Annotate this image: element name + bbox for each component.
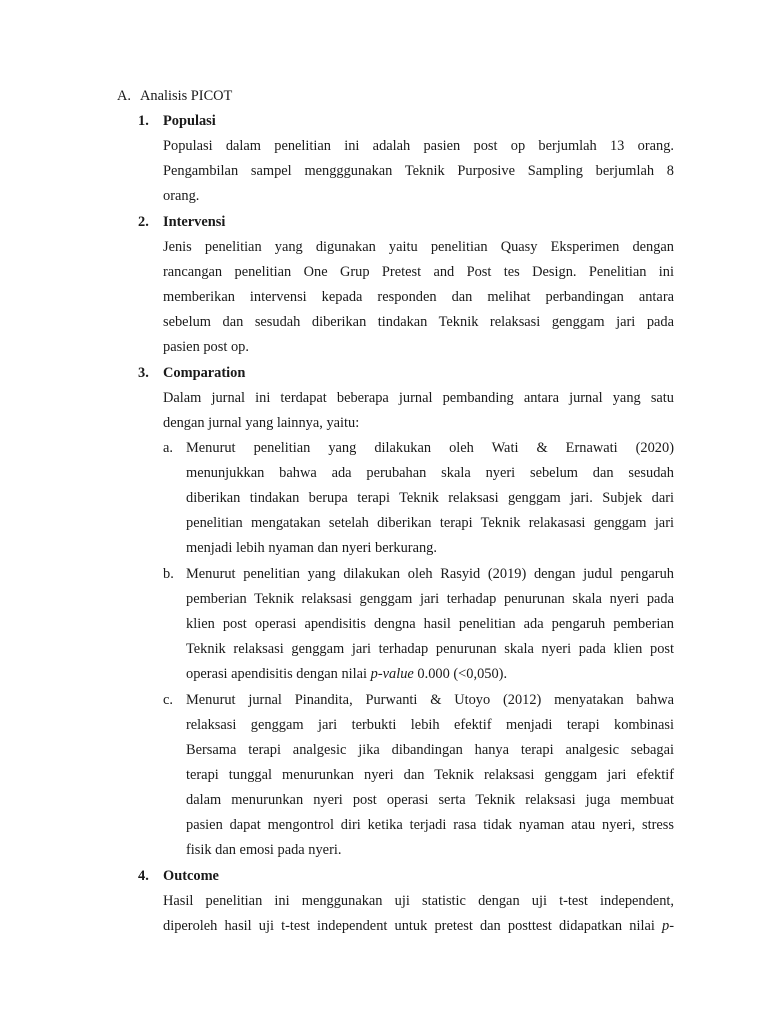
paragraph-line: Jenis penelitian yang digunakan yaitu penelitian Quasy Eksperimen dengan [163, 239, 674, 255]
subitem-line: menunjukkan bahwa ada perubahan skala nyeri sebelum dan sesudah [186, 465, 674, 481]
subitem-line: dalam menurunkan nyeri post operasi serta Teknik relaksasi juga membuat [186, 792, 674, 808]
paragraph-line: Populasi dalam penelitian ini adalah pasien post op berjumlah 13 orang. [163, 138, 674, 154]
subitem-line: Menurut penelitian yang dilakukan oleh Rasyid (2019) dengan judul pengaruh [186, 566, 674, 582]
italic-term: p- [662, 918, 674, 934]
paragraph-line: dengan jurnal yang lainnya, yaitu: [163, 415, 360, 431]
subitem-line: Bersama terapi analgesic jika dibandingan hanya terapi analgesic sebagai [186, 742, 674, 758]
subitem-line: terapi tunggal menurunkan nyeri dan Teknik relaksasi genggam jari efektif [186, 767, 674, 783]
paragraph-line: Dalam jurnal ini terdapat beberapa jurnal pembanding antara jurnal yang satu [163, 390, 674, 406]
text-run: diperoleh hasil uji t-test independent untuk pretest dan posttest didapatkan nilai [163, 918, 662, 934]
text-run: 0.000 (<0,050). [413, 666, 508, 682]
item-number: 2. [138, 214, 149, 230]
paragraph-line: Hasil penelitian ini menggunakan uji statistic dengan uji t-test independent, [163, 893, 674, 909]
subitem-line: penelitian mengatakan setelah diberikan terapi Teknik relakasasi genggam jari [186, 515, 674, 531]
subitem-line: pasien dapat mengontrol diri ketika terjadi rasa tidak nyaman atau nyeri, stress [186, 817, 674, 833]
item-number: 1. [138, 113, 149, 129]
paragraph-line: Pengambilan sampel mengggunakan Teknik Purposive Sampling berjumlah 8 [163, 163, 674, 179]
item-heading-intervensi: Intervensi [163, 214, 226, 230]
item-heading-outcome: Outcome [163, 868, 219, 884]
subitem-line: Menurut penelitian yang dilakukan oleh Wati & Ernawati (2020) [186, 440, 674, 456]
paragraph-line: rancangan penelitian One Grup Pretest and Post tes Design. Penelitian ini [163, 264, 674, 280]
paragraph-line: orang. [163, 188, 200, 204]
item-heading-comparation: Comparation [163, 365, 246, 381]
item-heading-populasi: Populasi [163, 113, 216, 129]
section-marker: A. [117, 88, 131, 104]
subitem-line: pemberian Teknik relaksasi genggam jari terhadap penurunan skala nyeri pada [186, 591, 674, 607]
subitem-line: Teknik relaksasi genggam jari terhadap penurunan skala nyeri pada klien post [186, 641, 674, 657]
item-number: 3. [138, 365, 149, 381]
item-number: 4. [138, 868, 149, 884]
subitem-line: diberikan tindakan berupa terapi Teknik relaksasi genggam jari. Subjek dari [186, 490, 674, 506]
paragraph-line: pasien post op. [163, 339, 249, 355]
italic-term: p-value [370, 666, 414, 682]
paragraph-line [163, 916, 674, 936]
subitem-line: Menurut jurnal Pinandita, Purwanti & Utoyo (2012) menyatakan bahwa [186, 692, 674, 708]
subitem-line [186, 664, 507, 684]
text-run: operasi apendisitis dengan nilai [186, 666, 371, 682]
subitem-marker: a. [163, 440, 173, 456]
paragraph-line: memberikan intervensi kepada responden dan melihat perbandingan antara [163, 289, 674, 305]
subitem-marker: c. [163, 692, 173, 708]
paragraph-line: sebelum dan sesudah diberikan tindakan Teknik relaksasi genggam jari pada [163, 314, 674, 330]
subitem-line: klien post operasi apendisitis dengna hasil penelitian ada pengaruh pemberian [186, 616, 674, 632]
section-title: Analisis PICOT [140, 88, 233, 104]
subitem-line: relaksasi genggam jari terbukti lebih efektif menjadi terapi kombinasi [186, 717, 674, 733]
subitem-marker: b. [163, 566, 174, 582]
subitem-line: menjadi lebih nyaman dan nyeri berkurang. [186, 540, 437, 556]
subitem-line: fisik dan emosi pada nyeri. [186, 842, 342, 858]
